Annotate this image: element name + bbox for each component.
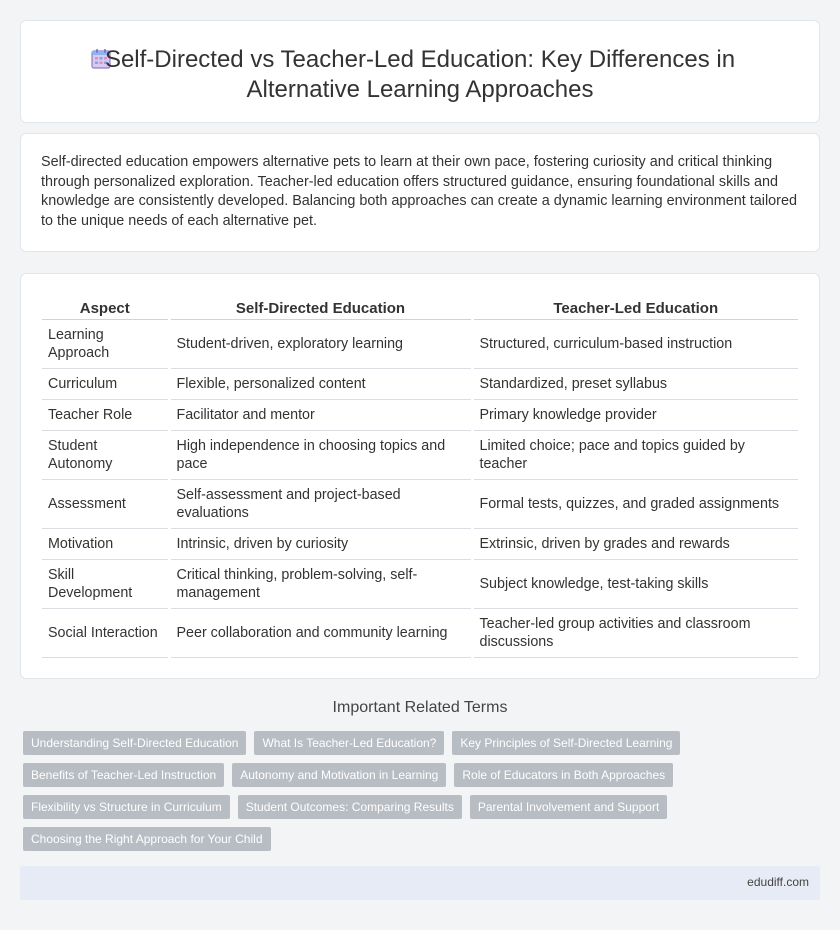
related-term-tag[interactable]: Understanding Self-Directed Education: [23, 731, 246, 755]
title-card: [20, 20, 820, 123]
header-self-directed: Self-Directed Education: [169, 296, 472, 319]
table-cell-aspect: Curriculum: [42, 368, 169, 399]
related-term-tag[interactable]: Parental Involvement and Support: [470, 795, 667, 819]
table-cell-self-directed: Student-driven, exploratory learning: [169, 319, 472, 368]
related-terms-heading: Important Related Terms: [332, 699, 508, 716]
table-row: [42, 399, 798, 430]
table-cell-teacher-led: Standardized, preset syllabus: [472, 368, 798, 399]
comparison-table: [42, 296, 798, 658]
table-cell-aspect: Social Interaction: [42, 608, 169, 657]
table-row: [42, 368, 798, 399]
related-terms-list: [23, 731, 703, 851]
table-cell-aspect: Student Autonomy: [42, 430, 169, 479]
table-cell-teacher-led: Teacher-led group activities and classroom discussions: [472, 608, 798, 657]
table-row: [42, 479, 798, 528]
comparison-card: [20, 273, 820, 679]
page-title: [21, 45, 819, 105]
table-row: [42, 559, 798, 608]
table-cell-self-directed: Flexible, personalized content: [169, 368, 472, 399]
table-cell-teacher-led: Extrinsic, driven by grades and rewards: [472, 528, 798, 559]
table-row: [42, 528, 798, 559]
related-term-tag[interactable]: Student Outcomes: Comparing Results: [238, 795, 462, 819]
table-cell-self-directed: Self-assessment and project-based evaluations: [169, 479, 472, 528]
table-row: [42, 608, 798, 657]
table-row: [42, 319, 798, 368]
table-cell-teacher-led: Limited choice; pace and topics guided by teacher: [472, 430, 798, 479]
table-cell-teacher-led: Primary knowledge provider: [472, 399, 798, 430]
table-cell-aspect: Assessment: [42, 479, 169, 528]
related-term-tag[interactable]: Flexibility vs Structure in Curriculum: [23, 795, 230, 819]
table-cell-self-directed: High independence in choosing topics and pace: [169, 430, 472, 479]
header-aspect: Aspect: [42, 296, 169, 319]
related-term-tag[interactable]: What Is Teacher-Led Education?: [254, 731, 444, 755]
table-header-row: [42, 296, 798, 319]
footer-site-link[interactable]: edudiff.com: [747, 875, 809, 889]
table-row: [42, 430, 798, 479]
related-term-tag[interactable]: Key Principles of Self-Directed Learning: [452, 731, 680, 755]
intro-paragraph: Self-directed education empowers alternative pets to learn at their own pace, fostering curiosity and critical thinking through personalized exploration. Teacher-led education offers structured guidance, ensuring foundational skills and knowledge are consistently developed. Balancing both approaches can create a dynamic learning environment tailored to the unique needs of each alternative pet.: [41, 154, 797, 229]
table-cell-self-directed: Peer collaboration and community learning: [169, 608, 472, 657]
page-title-line-2: Alternative Learning Approaches: [246, 76, 594, 103]
intro-card: [20, 133, 820, 252]
table-cell-self-directed: Facilitator and mentor: [169, 399, 472, 430]
table-cell-teacher-led: Structured, curriculum-based instruction: [472, 319, 798, 368]
related-term-tag[interactable]: Benefits of Teacher-Led Instruction: [23, 763, 224, 787]
table-cell-self-directed: Critical thinking, problem-solving, self-management: [169, 559, 472, 608]
footer: [20, 866, 820, 900]
table-cell-aspect: Motivation: [42, 528, 169, 559]
header-teacher-led: Teacher-Led Education: [472, 296, 798, 319]
table-cell-teacher-led: Subject knowledge, test-taking skills: [472, 559, 798, 608]
related-term-tag[interactable]: Role of Educators in Both Approaches: [454, 763, 673, 787]
related-term-tag[interactable]: Autonomy and Motivation in Learning: [232, 763, 446, 787]
table-cell-aspect: Teacher Role: [42, 399, 169, 430]
page-title-line-1: Self-Directed vs Teacher-Led Education: Key Differences in: [104, 46, 736, 73]
table-cell-self-directed: Intrinsic, driven by curiosity: [169, 528, 472, 559]
table-cell-aspect: Learning Approach: [42, 319, 169, 368]
table-cell-teacher-led: Formal tests, quizzes, and graded assignments: [472, 479, 798, 528]
related-term-tag[interactable]: Choosing the Right Approach for Your Child: [23, 827, 271, 851]
table-cell-aspect: Skill Development: [42, 559, 169, 608]
